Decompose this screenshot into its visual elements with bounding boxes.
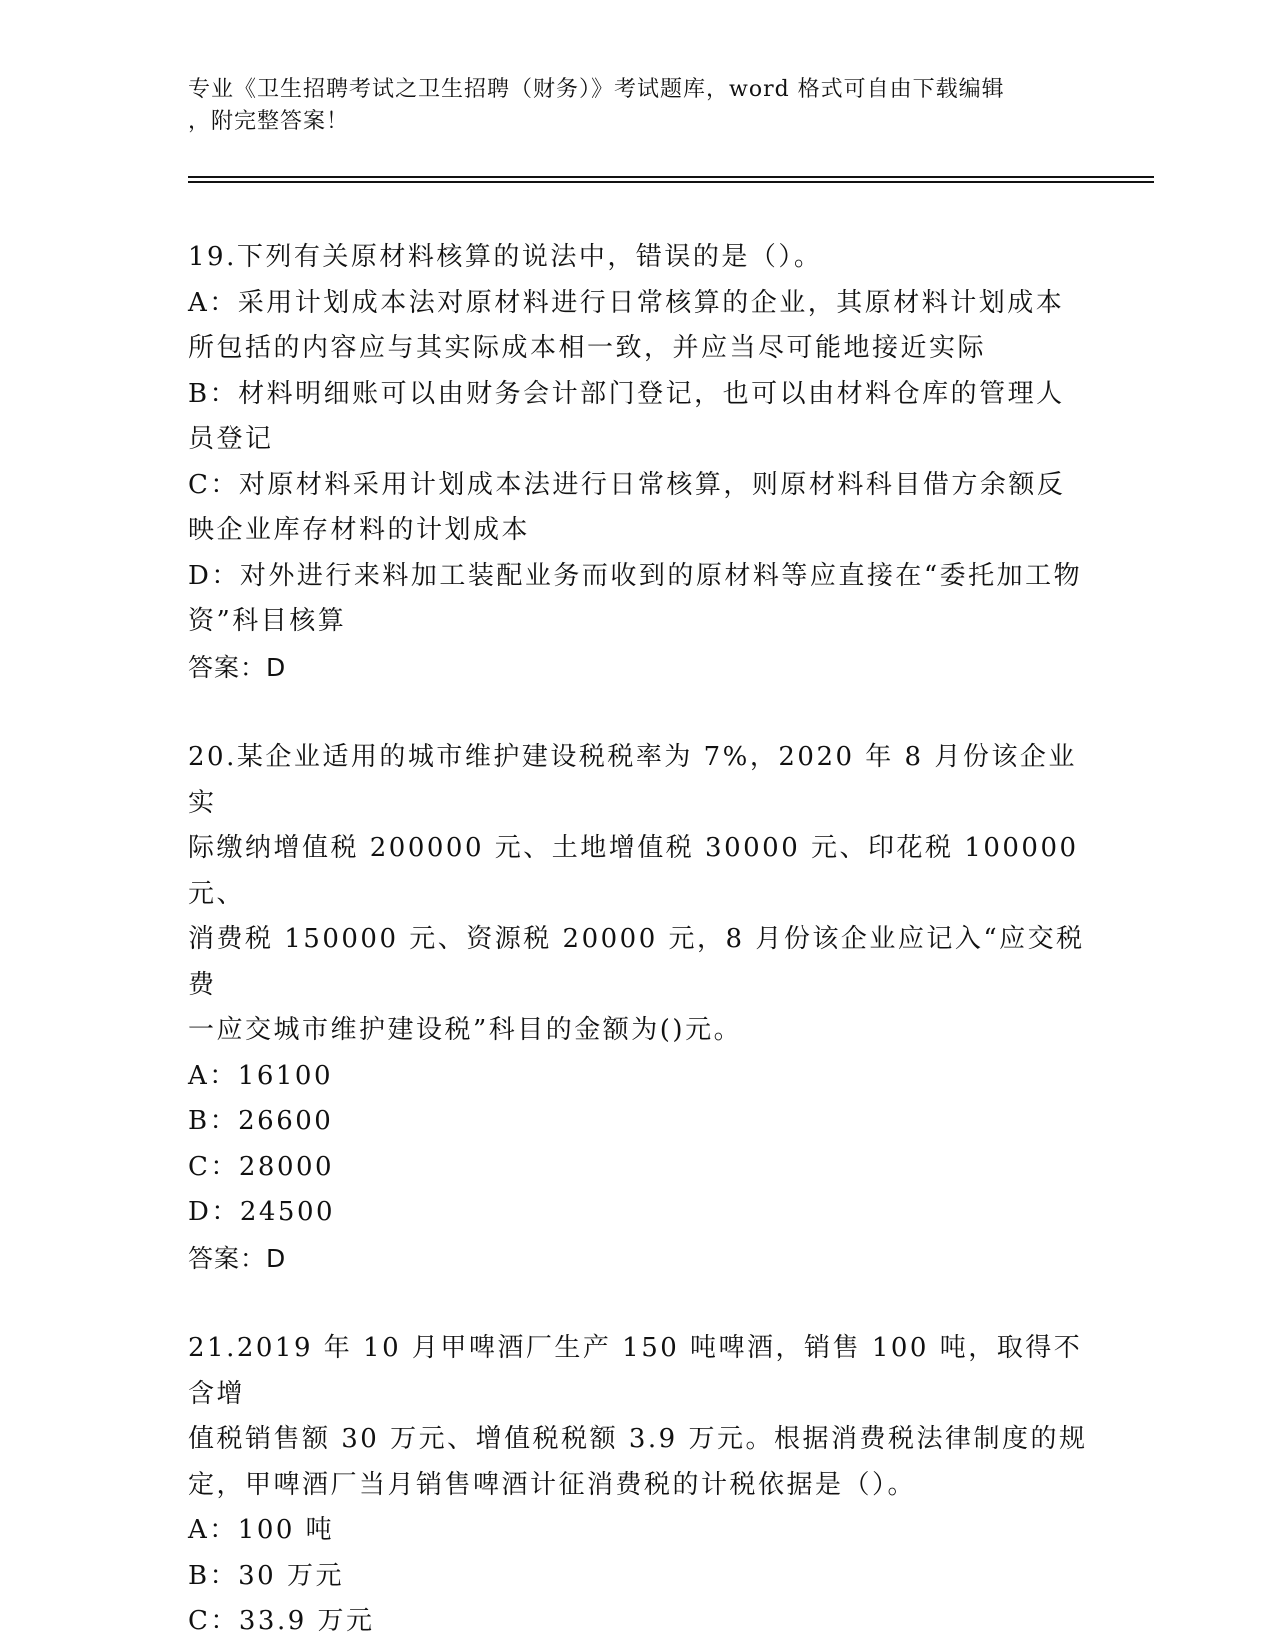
question-19: [188, 235, 1088, 690]
question-20: [188, 735, 1088, 1281]
option-b: B：30 万元: [188, 1560, 344, 1591]
option-c: C：33.9 万元: [188, 1606, 375, 1636]
answer: 答案：D: [188, 652, 287, 682]
option-a: A：16100: [188, 1060, 333, 1091]
question-stem-line: 消费税 150000 元、资源税 20000 元，8 月份该企业应记入“应交税费: [188, 924, 1085, 1000]
question-stem-line: 20.某企业适用的城市维护建设税税率为 7%，2020 年 8 月份该企业实: [188, 742, 1077, 818]
option-d: D：24500: [188, 1197, 336, 1227]
question-stem-line: 值税销售额 30 万元、增值税税额 3.9 万元。根据消费税法律制度的规: [188, 1424, 1088, 1454]
option-b: B：材料明细账可以由财务会计部门登记，也可以由材料仓库的管理人员登记: [188, 378, 1065, 454]
option-a: A：100 吨: [188, 1515, 335, 1545]
header-title-line-2: ，附完整答案！: [188, 109, 350, 134]
question-stem-line: 际缴纳增值税 200000 元、土地增值税 30000 元、印花税 100000 元、: [188, 833, 1090, 909]
header-divider-top: [188, 176, 1154, 178]
document-header: [188, 74, 1068, 138]
answer: 答案：D: [188, 1243, 287, 1273]
question-list: [188, 235, 1088, 1645]
option-d: D：对外进行来料加工装配业务而收到的原材料等应直接在“委托加工物资”科目核算: [188, 560, 1083, 636]
question-stem: 19.下列有关原材料核算的说法中，错误的是（）。: [188, 242, 823, 272]
header-title-line-1: 专业《卫生招聘考试之卫生招聘（财务）》考试题库，word 格式可自由下载编辑: [188, 77, 1005, 102]
question-21: [188, 1326, 1088, 1645]
question-stem-line: 一应交城市维护建设税”科目的金额为()元。: [188, 1015, 743, 1045]
question-stem-line: 21.2019 年 10 月甲啤酒厂生产 150 吨啤酒，销售 100 吨，取得不含增: [188, 1333, 1083, 1409]
option-c: C：对原材料采用计划成本法进行日常核算，则原材料科目借方余额反映企业库存材料的计划成本: [188, 469, 1066, 545]
option-a: A：采用计划成本法对原材料进行日常核算的企业，其原材料计划成本所包括的内容应与其实际成本相一致，并应当尽可能地接近实际: [188, 287, 1065, 363]
option-b: B：26600: [188, 1106, 334, 1136]
question-stem-line: 定，甲啤酒厂当月销售啤酒计征消费税的计税依据是（）。: [188, 1469, 917, 1500]
header-divider-bottom: [188, 181, 1154, 183]
option-c: C：28000: [188, 1151, 335, 1182]
